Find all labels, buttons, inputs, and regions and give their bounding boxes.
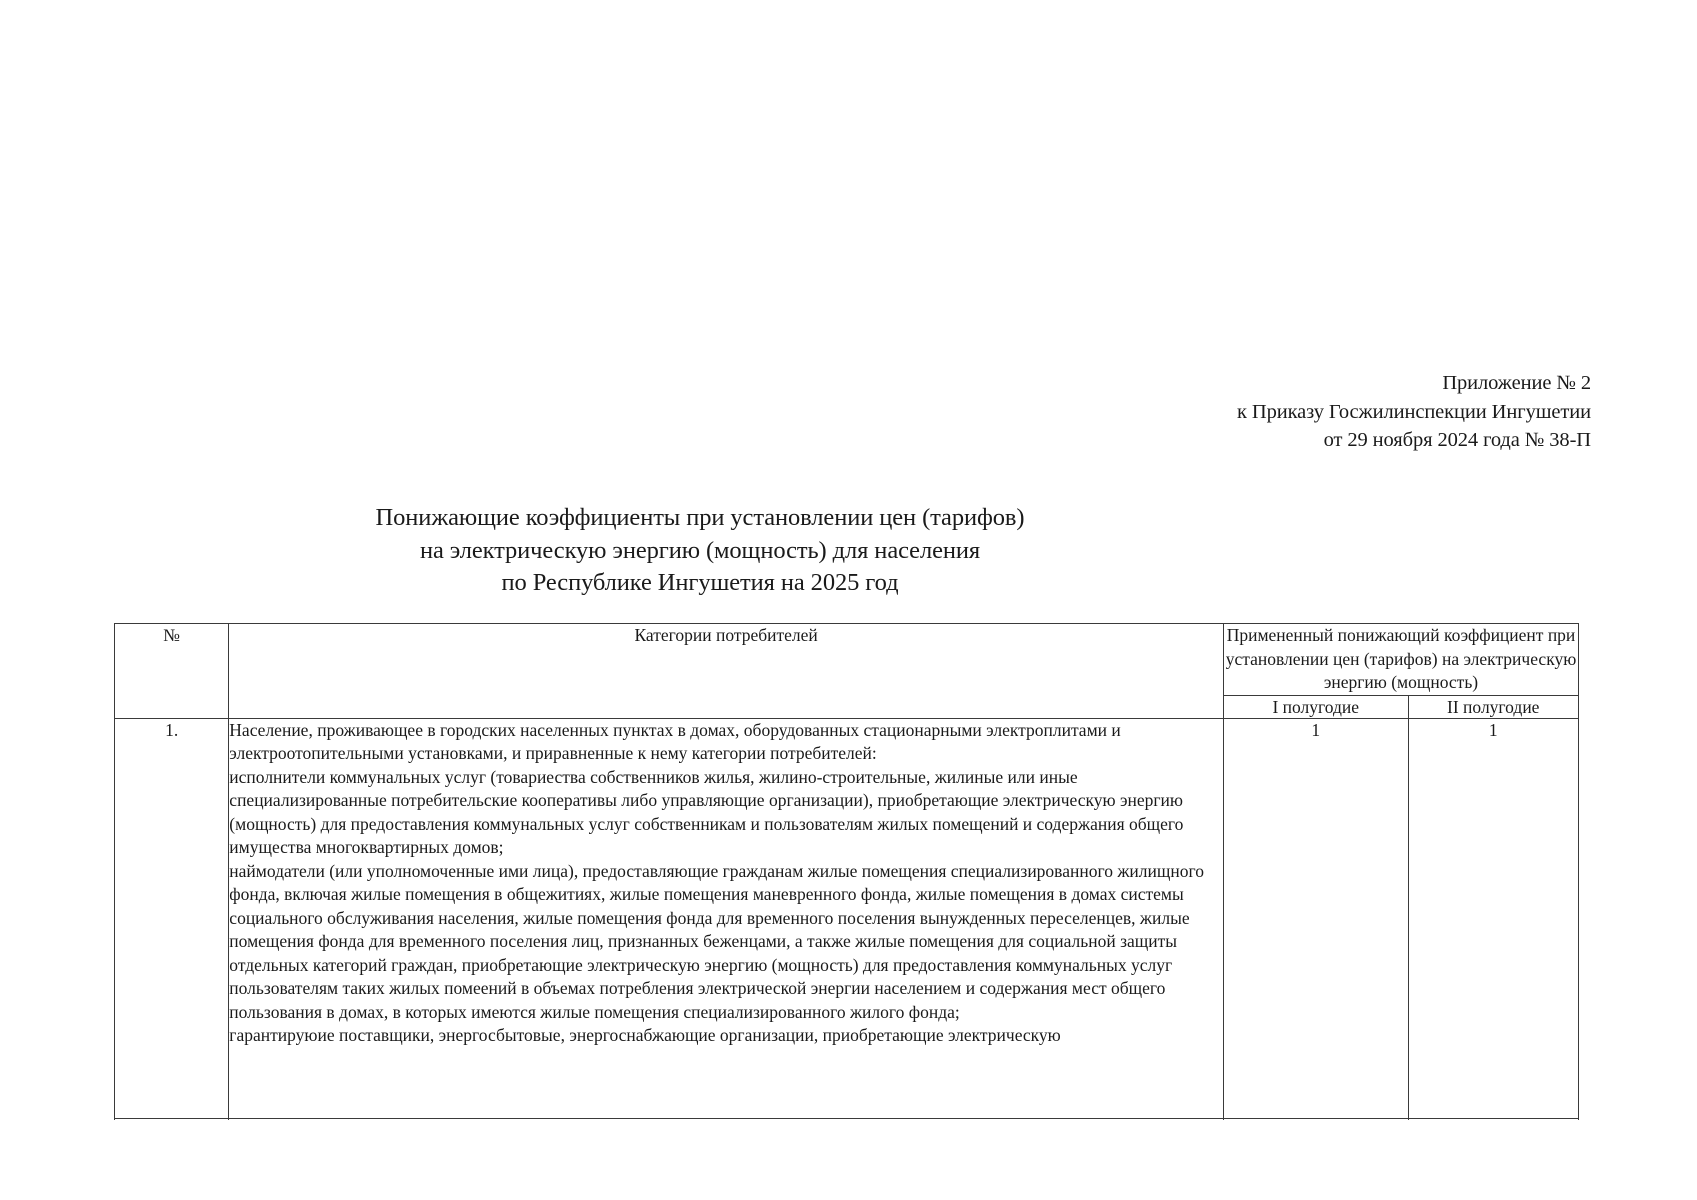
header-half-2: II полугодие bbox=[1408, 695, 1579, 718]
appendix-header bbox=[1237, 369, 1591, 455]
header-coefficient: Примененный понижающий коэффициент при установлении цен (тарифов) на электрическую энергию (мощность) bbox=[1224, 624, 1579, 696]
document-title bbox=[0, 502, 1400, 600]
table-bottom-border bbox=[114, 1118, 1579, 1119]
appendix-line-1: Приложение № 2 bbox=[1442, 372, 1591, 394]
title-line-2: на электрическую энергию (мощность) для населения bbox=[419, 536, 981, 564]
row-category-text bbox=[229, 718, 1224, 1120]
row-half-1-value: 1 bbox=[1224, 718, 1409, 1120]
appendix-line-2: к Приказу Госжилинспекции Ингушетии bbox=[1237, 400, 1591, 423]
header-category: Категории потребителей bbox=[229, 624, 1224, 719]
title-line-1: Понижающие коэффициенты при установлении цен (тарифов) bbox=[375, 504, 1025, 531]
category-paragraph: наймодатели (или уполномоченные ими лица), предоставляющие гражданам жилые помещения специализированного жилищного фонда, включая жилые помещения в общежитиях, жилые помещения маневренного фонда, жилые помещения в домах системы социального обслуживания населения, жилые помещения фонда для временного поселения вынужденных переселенцев, жилые помещения фонда для временного поселения лиц, признанных беженцами, а также жилые помещения для социальной защиты отдельных категорий граждан, приобретающие электрическую энергию (мощность) для предоставления коммунальных услуг пользователям таких жилых помеений в объемах потребления электрической энергии населением и содержания мест общего пользования в домах, в которых имеются жилые помещения специализированного жилого фонда; bbox=[229, 860, 1204, 1022]
category-paragraph: гарантируюие поставщики, энергосбытовые, энергоснабжающие организации, приобретающие электрическую bbox=[229, 1025, 1061, 1045]
header-number: № bbox=[115, 624, 229, 719]
table-row bbox=[115, 718, 1579, 1120]
category-paragraph: исполнители коммунальных услуг (товариества собственников жилья, жилино-строительные, жилиные или иные специализированные потребительские кооперативы либо управляющие организации), приобретающие электрическую энергию (мощность) для предоставления коммунальных услуг собственникам и пользователям жилых помещений и содержания общего имущества многоквартирных домов; bbox=[229, 766, 1184, 857]
title-line-3: по Республике Ингушетия на 2025 год bbox=[501, 569, 899, 596]
table-header-row bbox=[115, 624, 1579, 696]
row-half-2-value: 1 bbox=[1408, 718, 1579, 1120]
header-half-1: I полугодие bbox=[1224, 695, 1409, 718]
coefficients-table-container bbox=[114, 623, 1580, 1120]
coefficients-table bbox=[114, 623, 1579, 1120]
row-number: 1. bbox=[115, 718, 229, 1120]
appendix-line-3: от 29 ноября 2024 года № 38-П bbox=[1323, 429, 1591, 451]
category-paragraph: Население, проживающее в городских населенных пунктах в домах, оборудованных стационарными электроплитами и электроотопительными установками, и приравненные к нему категории потребителей: bbox=[229, 719, 1121, 763]
